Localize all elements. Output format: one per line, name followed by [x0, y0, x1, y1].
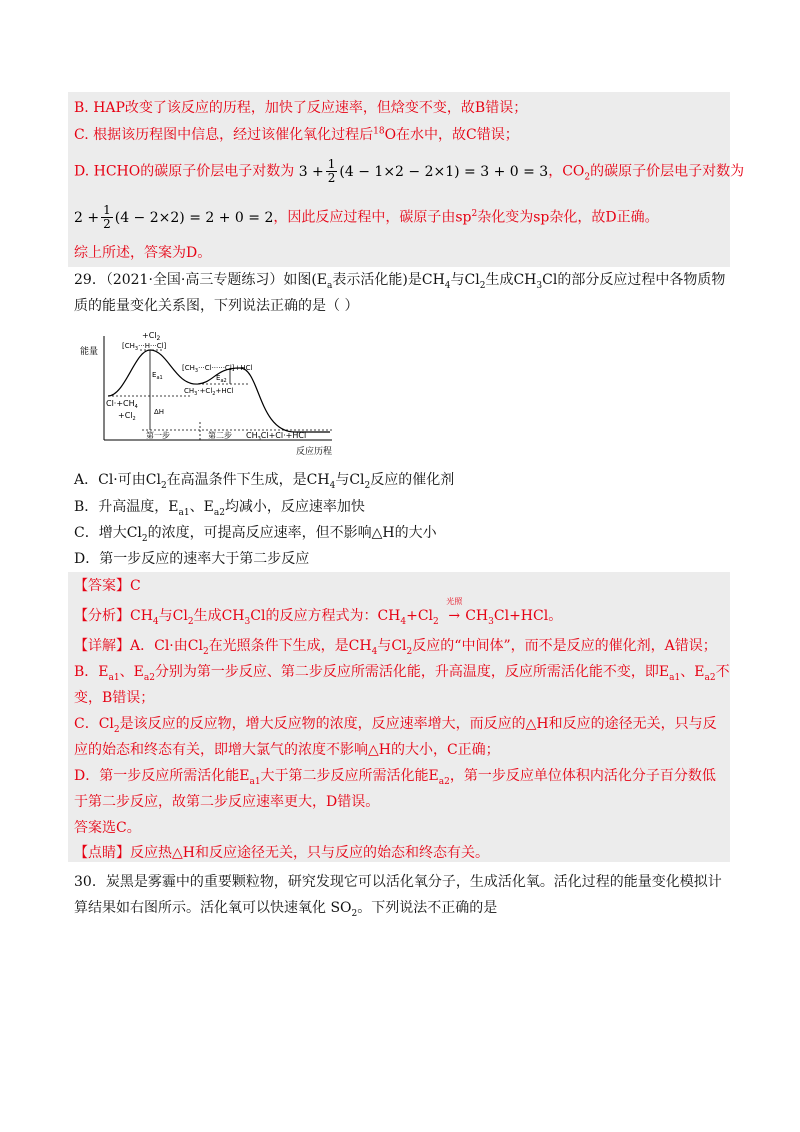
question-30-line1: 30．炭黑是雾霾中的重要颗粒物，研究发现它可以活化氧分子，生成活化氧。活化过程的能量变化模拟计	[74, 874, 722, 890]
label-ea1: $E_{a1}$	[152, 371, 163, 381]
option-d-explanation-1: D. HCHO的碳原子价层电子对数为 3 + $\frac{1}{2}$ (4 − 1×2 − 2×1) = 3 + 0 = 3，$CO_2$的碳原子价层电子对数为	[74, 157, 745, 185]
isotope-sup: 18	[373, 126, 385, 137]
option-b-explanation: B. HAP改变了该反应的历程，加快了反应速率，但焓变不变，故B错误；	[74, 100, 528, 116]
option-d: D．第一步反应的速率大于第二步反应	[74, 551, 310, 567]
c-text: C. 根据该历程图中信息，经过该催化氧化过程后	[74, 127, 374, 143]
detail-line-2: B．$E_{a1}$、$E_{a2}$分别为第一步反应、第二步反应所需活化能，升高温度，反应所需活化能不变，即$E_{a1}$、$E_{a2}$不	[74, 664, 730, 683]
label-plus-cl2: $+Cl_2$	[142, 331, 161, 342]
label-step1: 第一步	[146, 431, 170, 440]
reaction-arrow: 光照 →	[446, 597, 463, 624]
label-start-2: $+Cl_2$	[118, 411, 136, 422]
question-30-line2: 算结果如右图所示。活化氧可以快速氧化 $SO_2$。下列说法不正确的是	[74, 900, 498, 919]
energy-profile-diagram	[80, 330, 340, 460]
summary-line: 综上所述，答案为D。	[74, 245, 212, 261]
c-text-end: O在水中，故C错误；	[384, 127, 519, 143]
d-text-end: 的碳原子价层电子对数为	[590, 163, 745, 180]
x-axis-label: 反应历程	[296, 447, 333, 457]
label-start-1: $Cl\cdot+CH_4$	[106, 399, 138, 410]
tip-line: 【点睛】反应热△H和反应途径无关，只与反应的始态和终态有关。	[74, 845, 489, 861]
label-delta-h: ΔH	[154, 408, 165, 416]
option-b: B．升高温度，$E_{a1}$、$E_{a2}$均减小，反应速率加快	[74, 499, 365, 518]
d-text: D. HCHO的碳原子价层电子对数为	[74, 163, 295, 180]
detail-line-3: 变，B错误；	[74, 690, 155, 706]
detail-line-4: C．$Cl_2$是该反应的反应物，增大反应物的浓度，反应速率增大，而反应的△H和反应的途径无关，只与反	[74, 716, 717, 735]
question-29-line2: 质的能量变化关系图，下列说法正确的是（ ）	[74, 298, 359, 314]
detail-line-7: 于第二步反应，故第二步反应速率更大，D错误。	[74, 794, 380, 810]
question-29-line1: 29．（2021·全国·高三专题练习）如图($E_a$表示活化能)是$CH_4$与$Cl_2$生成$CH_3Cl$的部分反应过程中各物质物	[74, 272, 726, 291]
detail-line-1: 【详解】A．Cl·由$Cl_2$在光照条件下生成，是$CH_4$与$Cl_2$反应的“中间体”，而不是反应的催化剂，A错误；	[74, 638, 717, 657]
equation-co2: 2 + $\frac{1}{2}$ (4 − 2×2) = 2 + 0 = 2	[74, 203, 274, 231]
option-a: A．Cl·可由$Cl_2$在高温条件下生成，是$CH_4$与$Cl_2$反应的催化剂	[74, 472, 455, 491]
label-step2: 第二步	[208, 431, 232, 440]
label-intermediate: $CH_3\cdot+Cl_2+HCl$	[184, 387, 234, 397]
label-end: $CH_3Cl+Cl\cdot+HCl$	[246, 431, 307, 442]
label-ts2: $[CH_3\cdot\cdot\cdot Cl\cdot\cdot\cdot\cdot\cdot\cdot Cl]+HCl$	[182, 364, 253, 374]
detail-line-8: 答案选C。	[74, 820, 141, 836]
analysis-line: 【分析】$CH_4$与$Cl_2$生成$CH_3Cl$的反应方程式为：$CH_4+Cl_2$ 光照 → $CH_3Cl+HCl$。	[74, 597, 563, 627]
equation-hcho: 3 + $\frac{1}{2}$ (4 − 1×2 − 2×1) = 3 + 0 = 3	[298, 157, 549, 185]
label-ea2: $E_{a2}$	[216, 374, 227, 384]
option-c-explanation	[74, 125, 519, 145]
co2-text: ，CO	[548, 163, 585, 180]
option-c: C．增大$Cl_2$的浓度，可提高反应速率，但不影响△H的大小	[74, 525, 437, 544]
option-d-explanation-2: 2 + $\frac{1}{2}$ (4 − 2×2) = 2 + 0 = 2，因此反应过程中，碳原子由$sp^2$杂化变为sp杂化，故D正确。	[74, 203, 659, 231]
detail-line-6: D．第一步反应所需活化能$E_{a1}$大于第二步反应所需活化能$E_{a2}$，第一步反应单位体积内活化分子百分数低	[74, 768, 716, 787]
y-axis-label: 能量	[80, 347, 99, 357]
label-ts1: $[CH_3\cdot\cdot\cdot H\cdot\cdot\cdot Cl]$	[122, 342, 167, 352]
detail-line-5: 应的始态和终态有关，即增大氯气的浓度不影响△H的大小，C正确；	[74, 742, 500, 758]
answer-line: 【答案】C	[74, 578, 141, 594]
